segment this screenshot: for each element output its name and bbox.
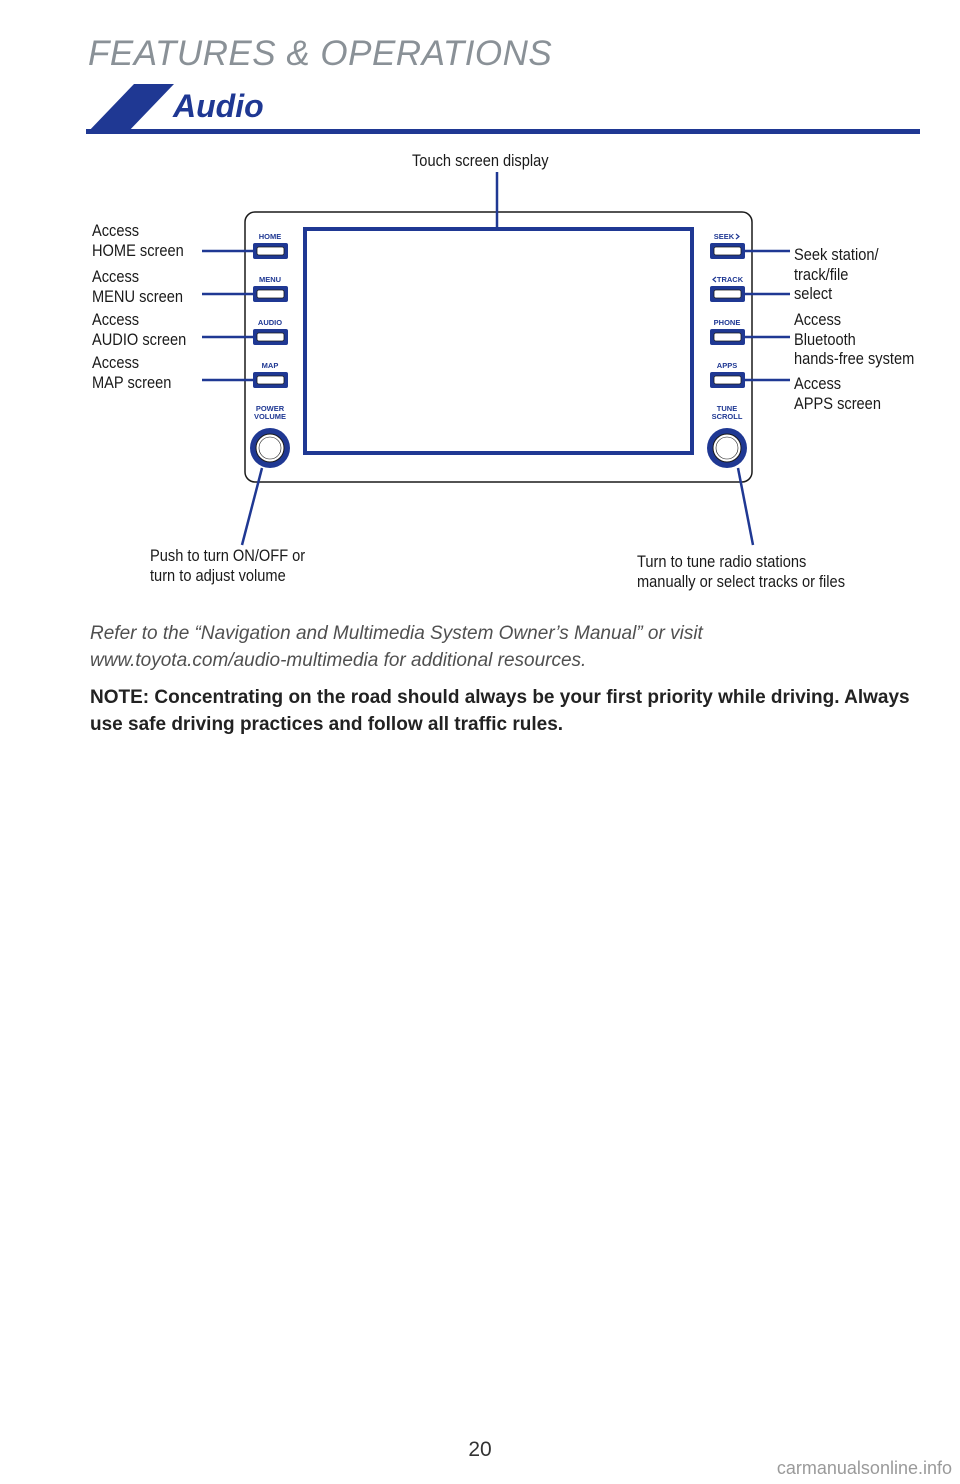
tune-knob-label-top: TUNE [716,404,738,413]
callout-map: Access MAP screen [92,353,172,392]
page-number: 20 [468,1438,492,1461]
track-button-label: TRACK [716,275,744,284]
touch-screen[interactable] [305,229,692,453]
home-button-label: HOME [258,232,282,241]
menu-button[interactable] [253,286,288,302]
callout-seek: Seek station/ track/file select [794,245,879,303]
reference-text: Refer to the “Navigation and Multimedia System Owner’s Manual” or visit www.toyota.com/audio-multimedia for additional resources. [90,623,703,671]
home-button[interactable] [253,243,288,259]
callout-phone: Access Bluetooth hands-free system [794,310,915,368]
callout-audio: Access AUDIO screen [92,310,187,349]
section-title: FEATURES & OPERATIONS [88,34,553,73]
map-button-label: MAP [261,361,279,370]
apps-button-label: APPS [716,361,738,370]
map-button[interactable] [253,372,288,388]
power-volume-knob[interactable] [250,428,290,468]
audio-button[interactable] [253,329,288,345]
callout-power: Push to turn ON/OFF or turn to adjust volume [150,546,306,585]
watermark: carmanualsonline.info [776,1458,952,1478]
callout-touch-screen: Touch screen display [412,151,549,170]
callout-menu: Access MENU screen [92,267,183,306]
callout-home: Access HOME screen [92,221,184,260]
callout-apps: Access APPS screen [794,374,881,413]
audio-button-label: AUDIO [257,318,283,327]
phone-button-label: PHONE [713,318,741,327]
track-button[interactable] [710,286,745,302]
safety-note: NOTE: Concentrating on the road should always be your first priority while driving. Always use safe driving practices and follow all traffic rules. [90,687,910,735]
tune-knob-label-bottom: SCROLL [711,412,743,421]
seek-button[interactable] [710,243,745,259]
power-knob-label-bottom: VOLUME [253,412,287,421]
power-knob-label-top: POWER [255,404,285,413]
apps-button[interactable] [710,372,745,388]
page-title: Audio [173,88,264,124]
seek-button-label: SEEK [713,232,735,241]
phone-button[interactable] [710,329,745,345]
menu-button-label: MENU [258,275,282,284]
tune-scroll-knob[interactable] [707,428,747,468]
callout-tune: Turn to tune radio stations manually or select tracks or files [637,552,846,591]
